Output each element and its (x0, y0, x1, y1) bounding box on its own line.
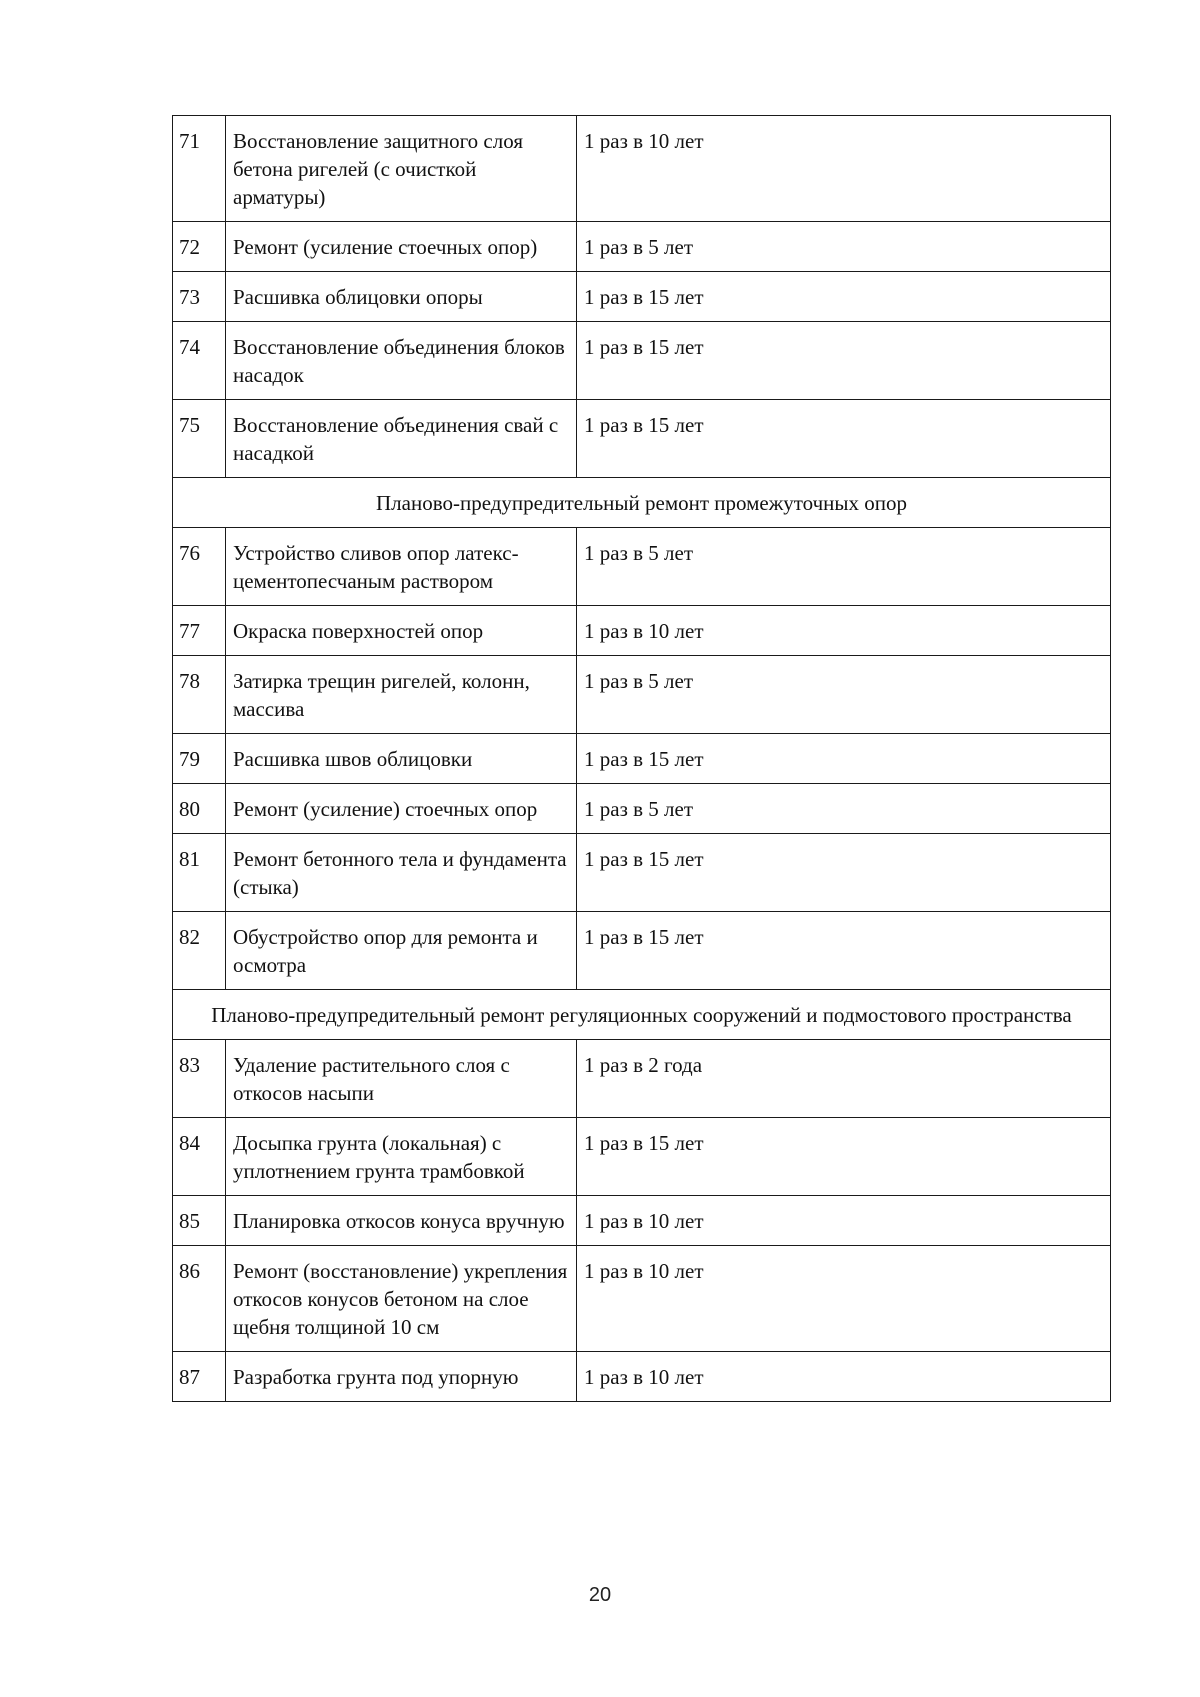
table-row (173, 116, 1111, 222)
periodicity-cell: 1 раз в 15 лет (577, 400, 1111, 478)
table-row (173, 1118, 1111, 1196)
row-number-cell: 75 (173, 400, 226, 478)
row-number-cell: 83 (173, 1040, 226, 1118)
row-number-cell: 80 (173, 784, 226, 834)
section-header-row (173, 990, 1111, 1040)
work-description-cell: Окраска поверхностей опор (226, 606, 577, 656)
row-number-cell: 73 (173, 272, 226, 322)
table-row (173, 322, 1111, 400)
periodicity-cell: 1 раз в 15 лет (577, 912, 1111, 990)
work-description-cell: Расшивка облицовки опоры (226, 272, 577, 322)
periodicity-cell: 1 раз в 5 лет (577, 528, 1111, 606)
table-body (173, 116, 1111, 1402)
work-description-cell: Удаление растительного слоя с откосов насыпи (226, 1040, 577, 1118)
periodicity-cell: 1 раз в 15 лет (577, 272, 1111, 322)
table-row (173, 400, 1111, 478)
periodicity-cell: 1 раз в 15 лет (577, 1118, 1111, 1196)
periodicity-cell: 1 раз в 10 лет (577, 1246, 1111, 1352)
periodicity-cell: 1 раз в 15 лет (577, 734, 1111, 784)
work-description-cell: Обустройство опор для ремонта и осмотра (226, 912, 577, 990)
row-number-cell: 82 (173, 912, 226, 990)
maintenance-table (172, 115, 1111, 1402)
periodicity-cell: 1 раз в 10 лет (577, 116, 1111, 222)
table-row (173, 1246, 1111, 1352)
row-number-cell: 71 (173, 116, 226, 222)
work-description-cell: Ремонт (восстановление) укрепления откосов конусов бетоном на слое щебня толщиной 10 см (226, 1246, 577, 1352)
section-title: Планово-предупредительный ремонт регуляционных сооружений и подмостового пространства (173, 990, 1111, 1040)
periodicity-cell: 1 раз в 5 лет (577, 222, 1111, 272)
work-description-cell: Ремонт (усиление) стоечных опор (226, 784, 577, 834)
row-number-cell: 79 (173, 734, 226, 784)
row-number-cell: 74 (173, 322, 226, 400)
row-number-cell: 76 (173, 528, 226, 606)
table-row (173, 222, 1111, 272)
table-row (173, 528, 1111, 606)
work-description-cell: Устройство сливов опор латекс-цементопесчаным раствором (226, 528, 577, 606)
work-description-cell: Разработка грунта под упорную (226, 1352, 577, 1402)
row-number-cell: 85 (173, 1196, 226, 1246)
page-number: 20 (588, 1584, 612, 1606)
row-number-cell: 86 (173, 1246, 226, 1352)
work-description-cell: Ремонт бетонного тела и фундамента (стыка) (226, 834, 577, 912)
work-description-cell: Восстановление объединения блоков насадок (226, 322, 577, 400)
work-description-cell: Затирка трещин ригелей, колонн, массива (226, 656, 577, 734)
work-description-cell: Планировка откосов конуса вручную (226, 1196, 577, 1246)
table-row (173, 272, 1111, 322)
periodicity-cell: 1 раз в 10 лет (577, 606, 1111, 656)
periodicity-cell: 1 раз в 2 года (577, 1040, 1111, 1118)
work-description-cell: Ремонт (усиление стоечных опор) (226, 222, 577, 272)
work-description-cell: Расшивка швов облицовки (226, 734, 577, 784)
row-number-cell: 84 (173, 1118, 226, 1196)
work-description-cell: Восстановление защитного слоя бетона ригелей (с очисткой арматуры) (226, 116, 577, 222)
section-title: Планово-предупредительный ремонт промежуточных опор (173, 478, 1111, 528)
row-number-cell: 78 (173, 656, 226, 734)
periodicity-cell: 1 раз в 10 лет (577, 1352, 1111, 1402)
row-number-cell: 87 (173, 1352, 226, 1402)
row-number-cell: 77 (173, 606, 226, 656)
table-row (173, 834, 1111, 912)
section-header-row (173, 478, 1111, 528)
table-row (173, 912, 1111, 990)
row-number-cell: 81 (173, 834, 226, 912)
table-row (173, 606, 1111, 656)
work-description-cell: Восстановление объединения свай с насадкой (226, 400, 577, 478)
table-row (173, 1196, 1111, 1246)
table-row (173, 1040, 1111, 1118)
periodicity-cell: 1 раз в 10 лет (577, 1196, 1111, 1246)
table-row (173, 656, 1111, 734)
periodicity-cell: 1 раз в 5 лет (577, 784, 1111, 834)
row-number-cell: 72 (173, 222, 226, 272)
periodicity-cell: 1 раз в 5 лет (577, 656, 1111, 734)
table-row (173, 784, 1111, 834)
table-row (173, 1352, 1111, 1402)
periodicity-cell: 1 раз в 15 лет (577, 322, 1111, 400)
table-row (173, 734, 1111, 784)
work-description-cell: Досыпка грунта (локальная) с уплотнением грунта трамбовкой (226, 1118, 577, 1196)
periodicity-cell: 1 раз в 15 лет (577, 834, 1111, 912)
